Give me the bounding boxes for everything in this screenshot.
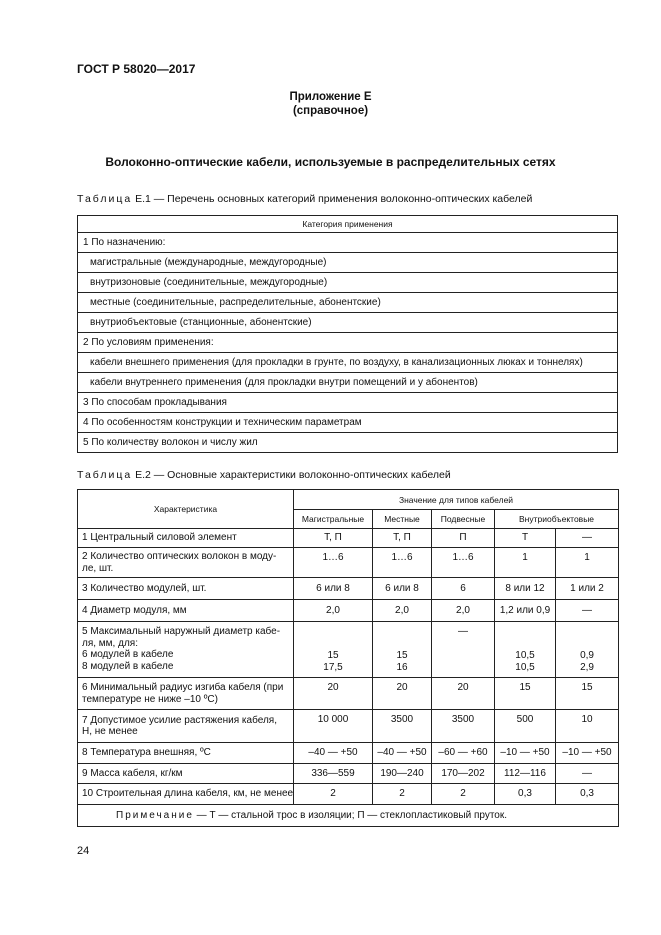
table2-header-type: Местные (373, 510, 432, 529)
table2-cell: 6 (432, 578, 495, 600)
table2-label: 10 Строительная длина кабеля, км, не менее (78, 784, 294, 805)
table-row (78, 578, 619, 600)
table2-cell: Т, П (294, 529, 373, 548)
table1-header-row (78, 216, 618, 233)
table2-cell: 20 (373, 678, 432, 710)
table2-header-type: Внутриобъектовые (495, 510, 619, 529)
table2-cell (373, 622, 432, 678)
table2-cell: 6 или 8 (294, 578, 373, 600)
page-number: 24 (77, 845, 90, 857)
table2-cell-line: 0,9 (580, 650, 594, 661)
table2-cell: 15 (556, 678, 619, 710)
table1-caption (77, 193, 532, 205)
table2-cell: 1…6 (432, 548, 495, 578)
table1-cell: магистральные (международные, междугородные) (78, 253, 618, 273)
table2-label-line: температуре не ниже –10 ºС) (82, 693, 218, 705)
table2-label-line: 6 модулей в кабеле (82, 649, 174, 660)
table2-label (78, 678, 294, 710)
table2-cell: — (556, 764, 619, 784)
table1-cell: местные (соединительные, распределительные, абонентские) (78, 293, 618, 313)
table-row (78, 710, 619, 743)
table-row (78, 433, 618, 453)
table-cable-characteristics (77, 489, 619, 827)
table2-cell (294, 622, 373, 678)
table-row (78, 233, 618, 253)
table2-label (78, 548, 294, 578)
table-row (78, 600, 619, 622)
table2-cell (495, 622, 556, 678)
table2-cell-line: 15 (327, 650, 339, 661)
table2-cell: Т (495, 529, 556, 548)
table2-note-word: Примечание (116, 809, 194, 821)
table-row (78, 743, 619, 764)
table-row (78, 678, 619, 710)
table2-note (78, 805, 619, 827)
table2-cell: 336—559 (294, 764, 373, 784)
table2-label: 3 Количество модулей, шт. (78, 578, 294, 600)
table1-cell: внутризоновые (соединительные, междугородные) (78, 273, 618, 293)
table2-cell: 1 или 2 (556, 578, 619, 600)
table1-cell: кабели внутреннего применения (для прокладки внутри помещений и у абонентов) (78, 373, 618, 393)
table2-header-type: Подвесные (432, 510, 495, 529)
table2-cell: 10 000 (294, 710, 373, 743)
table2-cell: 1…6 (373, 548, 432, 578)
table1-cell: 2 По условиям применения: (78, 333, 618, 353)
table2-cell: 20 (432, 678, 495, 710)
table2-cell: 1,2 или 0,9 (495, 600, 556, 622)
table2-cell-line: 2,9 (580, 661, 594, 673)
table2-cell: 3500 (432, 710, 495, 743)
table2-cell: –10 — +50 (556, 743, 619, 764)
table2-label (78, 710, 294, 743)
table2-cell: 15 (495, 678, 556, 710)
table2-cell: 1…6 (294, 548, 373, 578)
table-row (78, 548, 619, 578)
table-row (78, 253, 618, 273)
table2-cell-line: 10,5 (515, 650, 535, 661)
table2-cell: –40 — +50 (294, 743, 373, 764)
table2-label: 8 Температура внешняя, ºС (78, 743, 294, 764)
table2-cell-line: 17,5 (323, 661, 343, 673)
table2-label-line: 5 Максимальный наружный диаметр кабе- (82, 626, 281, 637)
table2-label: 9 Масса кабеля, кг/км (78, 764, 294, 784)
table1-cell: 1 По назначению: (78, 233, 618, 253)
table-row (78, 413, 618, 433)
table2-cell (556, 622, 619, 678)
table2-cell: 10 (556, 710, 619, 743)
table2-cell: –10 — +50 (495, 743, 556, 764)
table2-label: 4 Диаметр модуля, мм (78, 600, 294, 622)
table2-header-group: Значение для типов кабелей (294, 490, 619, 510)
table2-cell: 1 (495, 548, 556, 578)
table2-label: 1 Центральный силовой элемент (78, 529, 294, 548)
table2-cell: — (432, 622, 495, 678)
table-row (78, 333, 618, 353)
table1-caption-word: Таблица (77, 193, 133, 205)
table2-cell-line: 16 (396, 661, 408, 673)
table2-cell: 112—116 (495, 764, 556, 784)
table2-cell: 1 (556, 548, 619, 578)
table2-cell: 2,0 (432, 600, 495, 622)
table2-cell-line: 15 (396, 650, 408, 661)
table2-header-characteristic: Характеристика (78, 490, 294, 529)
table2-cell: 2 (432, 784, 495, 805)
table-row (78, 293, 618, 313)
table2-cell: 2,0 (294, 600, 373, 622)
table2-label-line: 7 Допустимое усилие растяжения кабеля, (82, 714, 277, 726)
table1-cell: 4 По особенностям конструкции и техническим параметрам (78, 413, 618, 433)
table2-caption-text: Е.2 — Основные характеристики волоконно-оптических кабелей (132, 469, 451, 481)
table2-cell: 190—240 (373, 764, 432, 784)
table-row (78, 273, 618, 293)
table2-caption-word: Таблица (77, 469, 133, 481)
table2-label-line: Н, не менее (82, 726, 138, 737)
annex-heading (0, 90, 661, 118)
table2-label-line: ле, шт. (82, 562, 114, 574)
table-row (78, 373, 618, 393)
table1-cell: 3 По способам прокладывания (78, 393, 618, 413)
table2-caption (77, 469, 451, 481)
table2-label-line: 6 Минимальный радиус изгиба кабеля (при (82, 682, 284, 693)
document-id: ГОСТ Р 58020—2017 (77, 62, 196, 76)
table-row (78, 764, 619, 784)
table2-cell: 2 (373, 784, 432, 805)
table2-cell: 2,0 (373, 600, 432, 622)
table2-label-line: 8 модулей в кабеле (82, 660, 174, 672)
table2-cell: — (556, 529, 619, 548)
annex-title: Приложение Е (289, 91, 372, 103)
table2-label-line: 2 Количество оптических волокон в моду- (82, 551, 277, 562)
table2-label-line: ля, мм, для: (82, 637, 138, 649)
table-row (78, 393, 618, 413)
table2-cell: 170—202 (432, 764, 495, 784)
table2-cell: –40 — +50 (373, 743, 432, 764)
table-row (78, 353, 618, 373)
table2-cell: П (432, 529, 495, 548)
table-row (78, 529, 619, 548)
table1-cell: 5 По количеству волокон и числу жил (78, 433, 618, 453)
annex-subtitle: (справочное) (292, 105, 369, 117)
table2-cell: 0,3 (495, 784, 556, 805)
table1-cell: кабели внешнего применения (для прокладки в грунте, по воздуху, в канализационных люках и тоннелях) (78, 353, 618, 373)
table2-cell: 500 (495, 710, 556, 743)
table2-cell: 8 или 12 (495, 578, 556, 600)
table2-cell: 0,3 (556, 784, 619, 805)
table2-cell: –60 — +60 (432, 743, 495, 764)
table-row (78, 313, 618, 333)
table-row (78, 622, 619, 678)
table2-header-row (78, 490, 619, 510)
table2-cell: 3500 (373, 710, 432, 743)
table2-cell: Т, П (373, 529, 432, 548)
table2-cell-line: 10,5 (515, 661, 535, 673)
table2-cell: 2 (294, 784, 373, 805)
table2-header-type: Магистральные (294, 510, 373, 529)
table2-note-row (78, 805, 619, 827)
table-application-categories (77, 215, 618, 453)
table2-cell: — (556, 600, 619, 622)
table1-caption-text: Е.1 — Перечень основных категорий применения волоконно-оптических кабелей (132, 193, 533, 205)
table2-note-text: — Т — стальной трос в изоляции; П — стеклопластиковый пруток. (193, 809, 508, 821)
table2-cell: 20 (294, 678, 373, 710)
section-title: Волоконно-оптические кабели, используемые в распределительных сетях (105, 155, 556, 169)
table2-cell: 6 или 8 (373, 578, 432, 600)
table1-header: Категория применения (78, 216, 618, 233)
table1-cell: внутриобъектовые (станционные, абонентские) (78, 313, 618, 333)
table-row (78, 784, 619, 805)
table2-label (78, 622, 294, 678)
